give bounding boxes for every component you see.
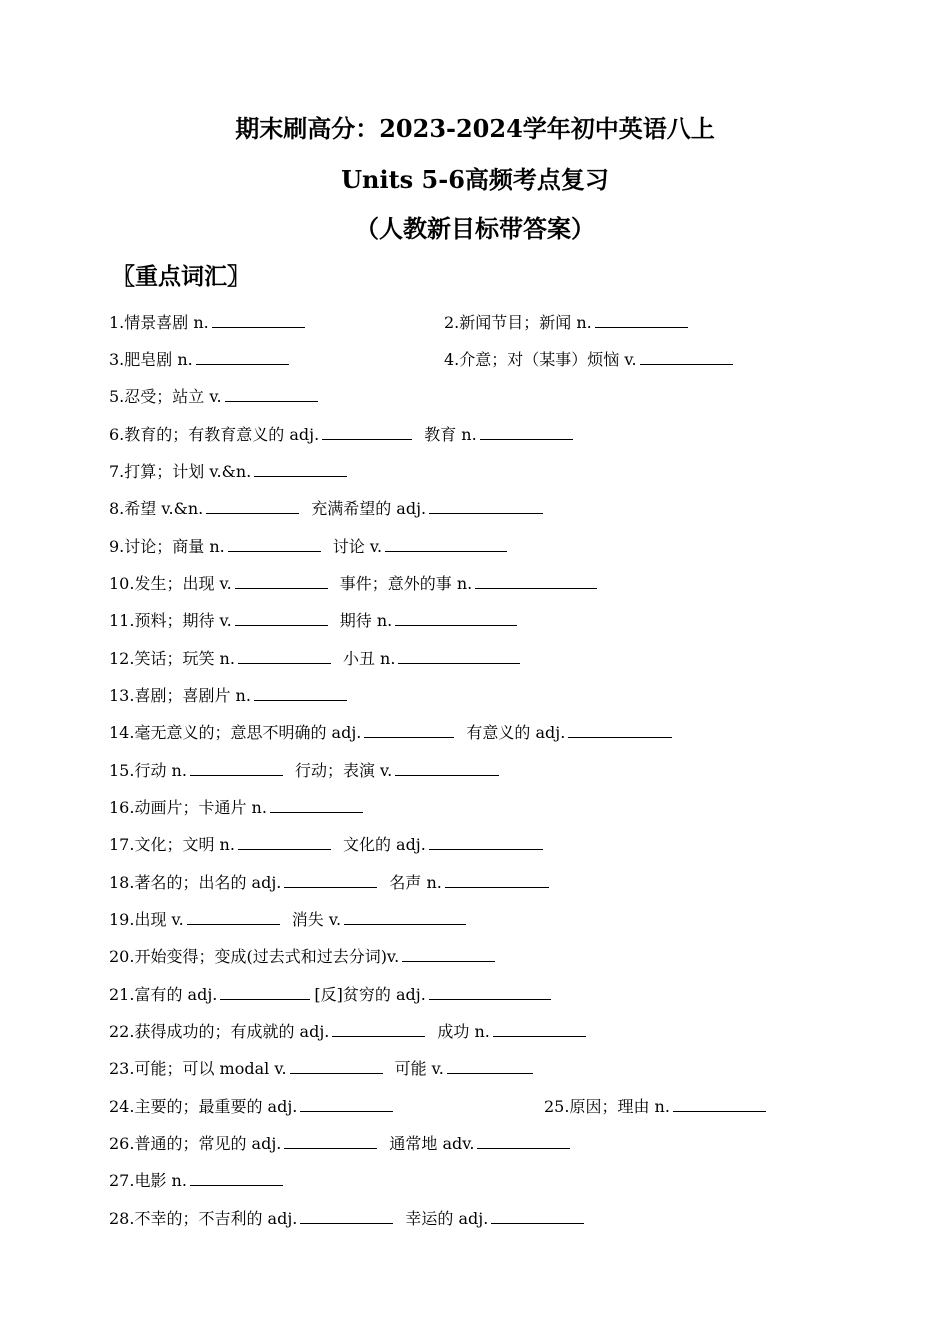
answer-blank[interactable] xyxy=(429,496,543,514)
vocab-prompt: 18.著名的；出名的 adj. xyxy=(109,873,282,892)
answer-blank[interactable] xyxy=(475,571,597,589)
vocab-prompt: 17.文化；文明 n. xyxy=(109,835,235,854)
answer-blank[interactable] xyxy=(395,758,499,776)
vocab-prompt: [反]贫穷的 adj. xyxy=(314,985,426,1004)
answer-blank[interactable] xyxy=(491,1206,584,1224)
answer-blank[interactable] xyxy=(238,646,331,664)
answer-blank[interactable] xyxy=(429,982,551,1000)
vocab-prompt: 充满希望的 adj. xyxy=(311,499,427,518)
answer-blank[interactable] xyxy=(385,534,507,552)
answer-blank[interactable] xyxy=(640,347,733,365)
vocab-row-7 xyxy=(109,459,347,485)
vocab-prompt: 8.希望 v.&n. xyxy=(109,499,204,518)
vocab-row-1-2 xyxy=(109,310,809,336)
vocab-prompt: 行动；表演 v. xyxy=(294,761,393,780)
vocab-prompt: 可能 v. xyxy=(394,1059,444,1078)
answer-blank[interactable] xyxy=(190,758,283,776)
answer-blank[interactable] xyxy=(402,944,495,962)
vocab-row-5 xyxy=(109,384,318,410)
answer-blank[interactable] xyxy=(398,646,520,664)
answer-blank[interactable] xyxy=(300,1206,393,1224)
vocab-prompt: 26.普通的；常见的 adj. xyxy=(109,1134,282,1153)
answer-blank[interactable] xyxy=(290,1056,383,1074)
answer-blank[interactable] xyxy=(225,384,318,402)
vocab-row-13 xyxy=(109,683,347,709)
document-title: 期末刷高分：2023-2024学年初中英语八上 xyxy=(235,114,715,143)
answer-blank[interactable] xyxy=(429,832,543,850)
vocab-prompt: 小丑 n. xyxy=(342,649,396,668)
answer-blank[interactable] xyxy=(228,534,321,552)
vocab-prompt: 文化的 adj. xyxy=(342,835,426,854)
answer-blank[interactable] xyxy=(235,608,328,626)
vocab-row-16 xyxy=(109,795,363,821)
answer-blank[interactable] xyxy=(673,1094,766,1112)
vocab-prompt: 13.喜剧；喜剧片 n. xyxy=(109,686,251,705)
document-subtitle: Units 5-6高频考点复习 xyxy=(341,165,609,194)
vocab-row-6 xyxy=(109,422,573,448)
section-heading-key-vocabulary: 〖重点词汇〗 xyxy=(112,263,250,290)
answer-blank[interactable] xyxy=(238,832,331,850)
vocab-row-8 xyxy=(109,496,543,522)
vocab-row-17 xyxy=(109,832,543,858)
answer-blank[interactable] xyxy=(447,1056,533,1074)
answer-blank[interactable] xyxy=(220,982,310,1000)
vocab-row-14 xyxy=(109,720,672,746)
vocab-prompt: 7.打算；计划 v.&n. xyxy=(109,462,252,481)
answer-blank[interactable] xyxy=(364,720,454,738)
vocab-prompt: 27.电影 n. xyxy=(109,1171,187,1190)
answer-blank[interactable] xyxy=(187,907,280,925)
answer-blank[interactable] xyxy=(270,795,363,813)
answer-blank[interactable] xyxy=(254,683,347,701)
vocab-row-24-25 xyxy=(109,1094,809,1120)
vocab-row-22 xyxy=(109,1019,586,1045)
vocab-prompt: 10.发生；出现 v. xyxy=(109,574,232,593)
vocab-row-23 xyxy=(109,1056,533,1082)
vocab-prompt: 9.讨论；商量 n. xyxy=(109,537,225,556)
vocab-row-12 xyxy=(109,646,520,672)
vocab-prompt: 16.动画片；卡通片 n. xyxy=(109,798,267,817)
vocab-prompt: 25.原因；理由 n. xyxy=(544,1097,670,1116)
vocab-prompt: 19.出现 v. xyxy=(109,910,184,929)
vocab-prompt: 讨论 v. xyxy=(332,537,383,556)
vocab-row-9 xyxy=(109,534,507,560)
vocab-prompt: 幸运的 adj. xyxy=(405,1209,489,1228)
vocab-prompt: 教育 n. xyxy=(424,425,477,444)
vocab-prompt: 期待 n. xyxy=(339,611,393,630)
answer-blank[interactable] xyxy=(477,1131,570,1149)
answer-blank[interactable] xyxy=(568,720,672,738)
answer-blank[interactable] xyxy=(284,870,377,888)
vocab-prompt: 3.肥皂剧 n. xyxy=(109,350,193,369)
vocab-prompt: 23.可能；可以 modal v. xyxy=(109,1059,287,1078)
vocab-row-10 xyxy=(109,571,597,597)
vocab-prompt: 20.开始变得；变成(过去式和过去分词)v. xyxy=(109,947,400,966)
vocab-row-28 xyxy=(109,1206,584,1232)
vocab-prompt: 11.预料；期待 v. xyxy=(109,611,232,630)
vocab-prompt: 事件；意外的事 n. xyxy=(339,574,473,593)
vocab-prompt: 28.不幸的；不吉利的 adj. xyxy=(109,1209,298,1228)
vocab-row-3-4 xyxy=(109,347,809,373)
vocab-prompt: 5.忍受；站立 v. xyxy=(109,387,222,406)
vocab-row-19 xyxy=(109,907,466,933)
vocab-row-11 xyxy=(109,608,517,634)
vocab-prompt: 消失 v. xyxy=(291,910,342,929)
answer-blank[interactable] xyxy=(445,870,549,888)
answer-blank[interactable] xyxy=(254,459,347,477)
vocab-prompt: 6.教育的；有教育意义的 adj. xyxy=(109,425,320,444)
vocab-prompt: 22.获得成功的；有成就的 adj. xyxy=(109,1022,330,1041)
vocab-row-18 xyxy=(109,870,549,896)
answer-blank[interactable] xyxy=(300,1094,393,1112)
vocab-prompt: 名声 n. xyxy=(389,873,442,892)
vocab-row-15 xyxy=(109,758,499,784)
document-edition-note: （人教新目标带答案） xyxy=(355,214,595,243)
vocab-row-21 xyxy=(109,982,551,1008)
answer-blank[interactable] xyxy=(595,310,688,328)
vocab-prompt: 成功 n. xyxy=(437,1022,490,1041)
answer-blank[interactable] xyxy=(235,571,328,589)
vocab-row-26 xyxy=(109,1131,570,1157)
answer-blank[interactable] xyxy=(322,422,412,440)
vocab-prompt: 24.主要的；最重要的 adj. xyxy=(109,1097,298,1116)
answer-blank[interactable] xyxy=(206,496,299,514)
answer-blank[interactable] xyxy=(395,608,517,626)
answer-blank[interactable] xyxy=(284,1131,377,1149)
answer-blank[interactable] xyxy=(332,1019,425,1037)
vocab-prompt: 12.笑话；玩笑 n. xyxy=(109,649,235,668)
vocab-prompt: 1.情景喜剧 n. xyxy=(109,313,209,332)
vocab-prompt: 2.新闻节目；新闻 n. xyxy=(444,313,592,332)
vocab-prompt: 21.富有的 adj. xyxy=(109,985,218,1004)
answer-blank[interactable] xyxy=(493,1019,586,1037)
vocab-prompt: 有意义的 adj. xyxy=(466,723,566,742)
vocab-row-20 xyxy=(109,944,495,970)
vocab-row-27 xyxy=(109,1168,283,1194)
vocab-prompt: 15.行动 n. xyxy=(109,761,187,780)
answer-blank[interactable] xyxy=(344,907,466,925)
vocab-prompt: 通常地 adv. xyxy=(389,1134,475,1153)
answer-blank[interactable] xyxy=(480,422,573,440)
answer-blank[interactable] xyxy=(212,310,305,328)
vocab-prompt: 4.介意；对（某事）烦恼 v. xyxy=(444,350,637,369)
answer-blank[interactable] xyxy=(190,1168,283,1186)
vocab-prompt: 14.毫无意义的；意思不明确的 adj. xyxy=(109,723,362,742)
answer-blank[interactable] xyxy=(196,347,289,365)
